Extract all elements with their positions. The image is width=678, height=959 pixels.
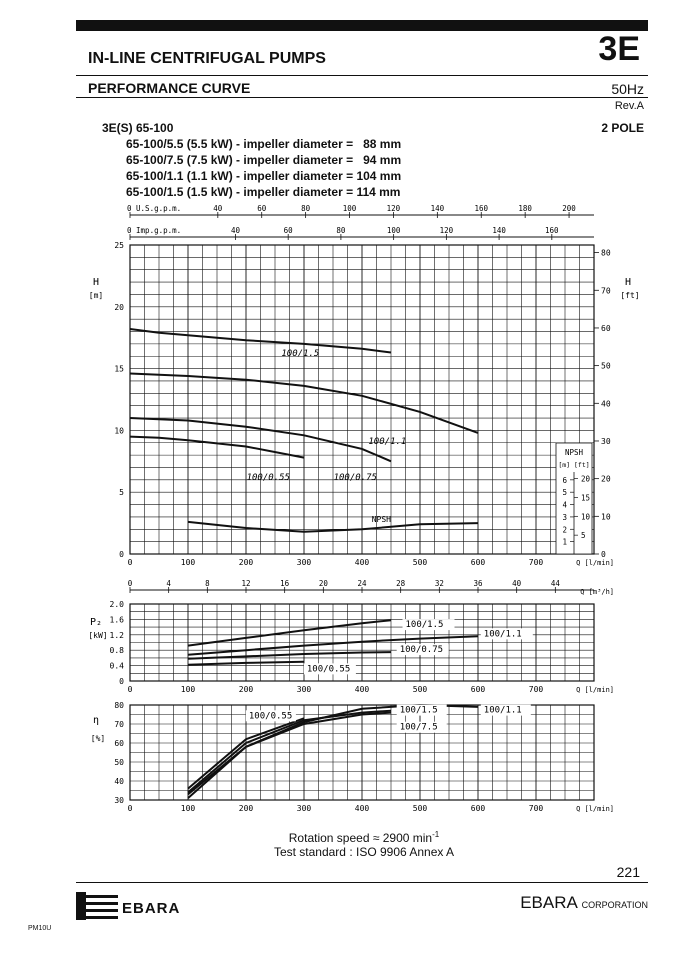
npsh-inset-units: [m] [ft]	[558, 461, 590, 469]
m3h-axis-tick-label: 20	[318, 579, 328, 588]
top-axis-tick-label: 100	[386, 226, 401, 235]
x-tick-label: 400	[354, 804, 370, 813]
y-axis-right-unit: [ft]	[620, 291, 640, 300]
y-axis-unit: [kW]	[88, 631, 108, 640]
y-axis-unit: [%]	[90, 734, 106, 743]
document-code: PM10U	[28, 925, 52, 932]
m3h-axis-tick-label: 16	[280, 579, 290, 588]
npsh-curve-label: NPSH	[371, 514, 391, 524]
impeller-line: 65-100/1.1 (1.1 kW) - impeller diameter = 104 mm	[126, 169, 402, 183]
x-axis-label: Q [l/min]	[576, 686, 614, 694]
rotation-speed: Rotation speed ≈ 2900 $\min^{-1}$	[288, 830, 440, 845]
impeller-line: 65-100/1.5 (1.5 kW) - impeller diameter = 114 mm	[126, 185, 401, 199]
y-axis-right-label: H	[624, 277, 632, 288]
series-label: 100/0.75	[333, 472, 377, 483]
top-axis-tick-label: 160	[474, 204, 489, 213]
revision-label: Rev.A	[614, 100, 644, 112]
x-tick-label: 500	[412, 558, 428, 567]
m3h-axis-tick-label: 40	[512, 579, 522, 588]
y-axis-label: η	[92, 715, 100, 726]
y-axis-unit: [m]	[88, 291, 104, 300]
y-tick-label: 20	[114, 302, 124, 312]
y-right-tick-label: 30	[601, 436, 611, 446]
series-label: 100/1.1	[483, 705, 522, 716]
impeller-line: 65-100/5.5 (5.5 kW) - impeller diameter = 88 mm	[126, 137, 402, 151]
series-label: 100/0.55	[246, 472, 290, 483]
top-axis-tick-label: 80	[336, 226, 346, 235]
x-tick-label: 500	[412, 804, 428, 813]
x-tick-label: 0	[127, 804, 133, 813]
y-tick-label: 10	[114, 426, 124, 436]
y-right-tick-label: 80	[601, 248, 611, 258]
y-axis-label: P₂	[89, 617, 103, 628]
page-number: 221	[616, 864, 640, 880]
y-tick-label: 0	[119, 550, 124, 559]
y-tick-label: 60	[114, 739, 124, 748]
series-label: 100/1.5	[405, 620, 444, 631]
y-right-tick-label: 70	[601, 286, 611, 296]
y-tick-label: 2.0	[109, 600, 124, 609]
top-axis-tick-label: 60	[257, 204, 267, 213]
y-right-tick-label: 50	[601, 361, 611, 371]
m3h-axis-label: Q [m³/h]	[580, 588, 614, 596]
x-tick-label: 0	[127, 558, 133, 567]
x-axis-label: Q [l/min]	[576, 559, 614, 567]
top-axis-tick-label: 140	[430, 204, 445, 213]
m3h-axis-tick-label: 44	[550, 579, 560, 588]
pole-label: 2 POLE	[601, 121, 644, 135]
x-tick-label: 600	[470, 685, 486, 694]
y-tick-label: 0.4	[109, 661, 124, 671]
npsh-m-tick-label: 2	[562, 525, 567, 535]
ebara-logo-icon	[76, 892, 120, 920]
npsh-m-tick-label: 3	[562, 512, 567, 522]
top-axis-tick-label: 0 Imp.g.p.m.	[127, 226, 182, 235]
top-axis-tick-label: 40	[213, 204, 223, 213]
series-label: 100/1.1	[483, 629, 522, 640]
y-tick-label: 40	[114, 777, 124, 786]
top-axis-tick-label: 0 U.S.g.p.m.	[127, 204, 182, 213]
x-axis-label: Q [l/min]	[576, 805, 614, 813]
m3h-axis-tick-label: 4	[166, 579, 171, 588]
y-right-tick-label: 20	[601, 474, 611, 484]
series-label: 100/1.5	[399, 705, 438, 716]
x-tick-label: 200	[238, 558, 254, 567]
y-axis-label: H	[92, 277, 100, 288]
model-label: 3E(S) 65-100	[102, 121, 174, 135]
m3h-axis-tick-label: 32	[434, 579, 444, 588]
x-tick-label: 100	[180, 804, 196, 813]
page-subtitle: PERFORMANCE CURVE	[88, 80, 251, 96]
y-right-tick-label: 10	[601, 512, 611, 522]
m3h-axis-tick-label: 36	[473, 579, 483, 588]
y-tick-label: 15	[114, 364, 124, 374]
y-tick-label: 50	[114, 758, 124, 767]
x-tick-label: 700	[528, 804, 544, 813]
series-label: 100/1.5	[281, 349, 320, 360]
npsh-ft-tick-label: 10	[581, 512, 591, 522]
x-tick-label: 300	[296, 685, 312, 694]
y-tick-label: 30	[114, 796, 124, 805]
npsh-m-tick-label: 1	[562, 537, 567, 547]
x-tick-label: 200	[238, 685, 254, 694]
series-label: 100/0.75	[399, 645, 444, 656]
x-tick-label: 300	[296, 558, 312, 567]
npsh-m-tick-label: 5	[562, 488, 567, 498]
npsh-inset-title: NPSH	[564, 448, 584, 457]
top-axis-tick-label: 200	[562, 204, 576, 213]
y-right-tick-label: 0	[601, 550, 606, 559]
series-label: 100/7.5	[399, 722, 438, 733]
x-tick-label: 400	[354, 685, 370, 694]
x-tick-label: 100	[180, 558, 196, 567]
top-axis-tick-label: 80	[301, 204, 311, 213]
series-code: 3E	[598, 30, 640, 68]
series-label: 100/0.55	[306, 664, 351, 675]
brand-corporation: EBARA CORPORATION	[520, 893, 648, 912]
test-standard: Test standard : ISO 9906 Annex A	[273, 845, 455, 859]
x-tick-label: 0	[127, 685, 133, 694]
y-tick-label: 1.2	[109, 630, 124, 640]
y-tick-label: 0	[119, 677, 124, 686]
top-axis-tick-label: 120	[386, 204, 401, 213]
y-right-tick-label: 60	[601, 323, 611, 333]
impeller-line: 65-100/7.5 (7.5 kW) - impeller diameter = 94 mm	[126, 153, 402, 167]
npsh-ft-tick-label: 15	[581, 493, 591, 503]
m3h-axis-tick-label: 28	[396, 579, 406, 588]
y-right-tick-label: 40	[601, 399, 611, 409]
top-axis-tick-label: 140	[492, 226, 506, 235]
m3h-axis-tick-label: 12	[241, 579, 251, 588]
y-tick-label: 0.8	[109, 646, 124, 656]
x-tick-label: 600	[470, 558, 486, 567]
footer-rule	[76, 882, 648, 883]
y-tick-label: 80	[114, 701, 124, 710]
frequency-label: 50Hz	[611, 81, 644, 97]
top-axis-tick-label: 60	[283, 226, 293, 235]
top-axis-tick-label: 100	[342, 204, 357, 213]
x-tick-label: 300	[296, 804, 312, 813]
top-axis-tick-label: 40	[230, 226, 240, 235]
y-tick-label: 25	[114, 241, 124, 250]
x-tick-label: 700	[528, 685, 544, 694]
top-axis-tick-label: 120	[439, 226, 454, 235]
npsh-ft-tick-label: 20	[581, 474, 591, 484]
npsh-m-tick-label: 4	[562, 500, 567, 510]
series-label: 100/0.55	[248, 711, 293, 722]
brand-logo-text: EBARA	[122, 900, 181, 917]
x-tick-label: 400	[354, 558, 370, 567]
x-tick-label: 200	[238, 804, 254, 813]
top-axis-tick-label: 160	[545, 226, 559, 235]
npsh-ft-tick-label: 5	[581, 531, 586, 541]
x-tick-label: 500	[412, 685, 428, 694]
page-title: IN-LINE CENTRIFUGAL PUMPS	[88, 50, 326, 67]
m3h-axis-tick-label: 0	[127, 579, 133, 588]
npsh-m-tick-label: 6	[562, 475, 567, 485]
x-tick-label: 700	[528, 558, 544, 567]
y-tick-label: 5	[119, 488, 124, 498]
series-label: 100/1.1	[368, 436, 407, 447]
m3h-axis-tick-label: 8	[205, 579, 210, 588]
m3h-axis-tick-label: 24	[357, 579, 367, 588]
x-tick-label: 100	[180, 685, 196, 694]
y-tick-label: 1.6	[109, 615, 124, 625]
top-axis-tick-label: 180	[518, 204, 532, 213]
x-tick-label: 600	[470, 804, 486, 813]
y-tick-label: 70	[114, 720, 124, 729]
